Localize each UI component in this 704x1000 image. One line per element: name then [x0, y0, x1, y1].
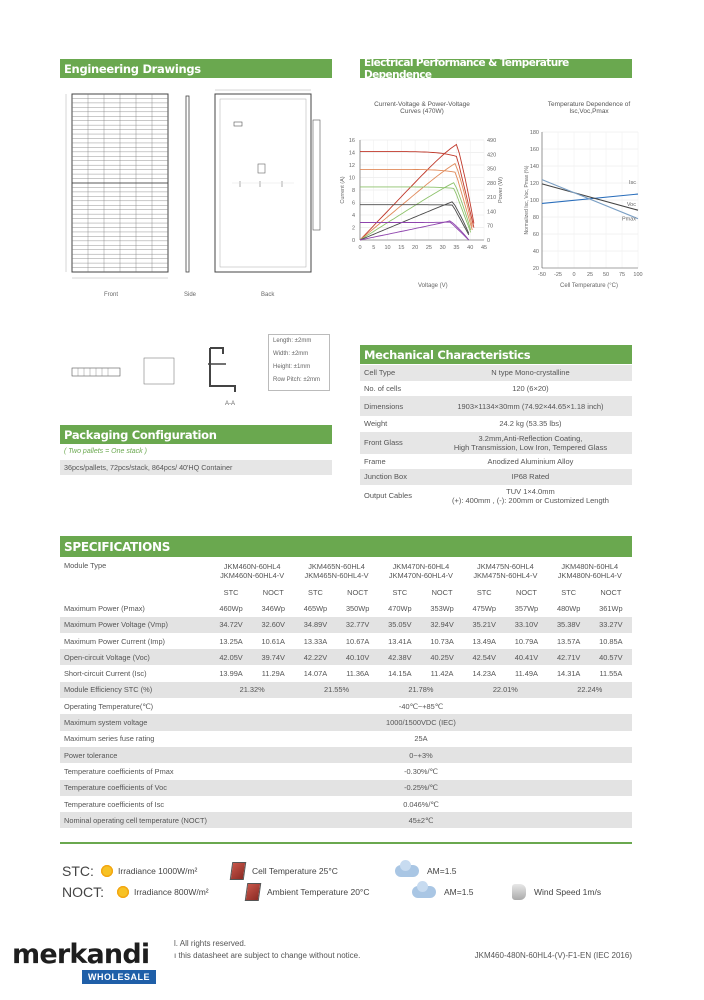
side-view-drawing: [186, 96, 189, 272]
spec-label: Temperature coefficients of Isc: [64, 799, 165, 809]
iv-y-tick: 4: [351, 213, 355, 219]
spec-value: 34.89V: [294, 617, 336, 633]
mech-value-line2: High Transmission, Low Iron, Tempered Glass: [453, 442, 608, 452]
mechanical-title: Mechanical Characteristics: [364, 347, 531, 362]
iv-y2-tick: 420: [487, 152, 497, 159]
temp-chart-title: Temperature Dependence of Isc,Voc,Pmax: [547, 101, 631, 115]
spec-bottom-rule: [60, 842, 632, 844]
model-name-v: JKM470N-60HL4-V: [388, 571, 453, 580]
temp-y-tick: 40: [532, 249, 539, 255]
temp-x-tick: 25: [586, 272, 594, 278]
spec-value: 346Wp: [261, 603, 285, 613]
iv-y-tick: 6: [351, 200, 355, 207]
spec-row-common: [60, 714, 632, 730]
wind-icon: [512, 884, 526, 900]
iv-x-tick: 20: [412, 245, 419, 251]
tolerance-item: Width: ±2mm: [273, 351, 309, 357]
tolerance-box: [268, 334, 330, 391]
noct-header: NOCT: [347, 587, 369, 597]
temp-series-label: Pmax: [621, 216, 636, 223]
mech-row: [360, 381, 632, 397]
iv-y-tick: 14: [348, 150, 355, 157]
spec-row-common: [60, 731, 632, 747]
spec-value: 361Wp: [599, 603, 623, 613]
spec-row-common: [60, 780, 632, 796]
spec-value: 45±2℃: [210, 812, 632, 828]
spec-value: 32.94V: [421, 617, 463, 633]
spec-row-common: [60, 796, 632, 812]
spec-value: 460Wp: [219, 603, 243, 613]
footer-doc-id: JKM460-480N-60HL4-(V)-F1-EN (IEC 2016): [474, 951, 632, 960]
stc-header: STC: [392, 587, 408, 597]
spec-model-row: [60, 558, 632, 584]
iv-x-tick: 40: [467, 245, 474, 251]
spec-value: 42.05V: [210, 649, 252, 665]
side-view-label: Side: [184, 292, 197, 298]
cloud-icon: [412, 886, 436, 898]
spec-condition-row: [60, 584, 632, 600]
spec-value: 33.10V: [505, 617, 547, 633]
merkandi-sub: WHOLESALE: [82, 970, 156, 984]
engineering-title: Engineering Drawings: [64, 61, 201, 76]
stc-header: STC: [223, 587, 239, 597]
mech-value: 3.2mm,Anti-Reflection Coating,: [478, 433, 583, 443]
spec-value: 465Wp: [303, 603, 328, 613]
tolerance-item: Row Pitch: ±2mm: [273, 377, 320, 383]
spec-value: 13.33A: [303, 636, 328, 646]
spec-value: 475Wp: [472, 603, 496, 613]
mech-label: Junction Box: [360, 469, 429, 485]
spec-value: 13.57A: [556, 636, 581, 646]
spec-value: 11.29A: [261, 669, 285, 679]
spec-value: 40.41V: [505, 649, 547, 665]
temp-x-tick: -25: [554, 272, 562, 278]
spec-label: Operating Temperature(℃): [64, 701, 154, 711]
mech-value: IP68 Rated: [429, 469, 632, 485]
mech-label: Dimensions: [360, 396, 429, 416]
noct-conditions: [62, 881, 601, 903]
iv-y2-tick: 0: [487, 238, 491, 244]
temp-y-tick: 140: [529, 164, 539, 170]
stc-header: STC: [308, 587, 323, 597]
spec-value: 33.27V: [590, 617, 632, 633]
mech-label: Front Glass: [360, 432, 429, 454]
temp-y-tick: 60: [532, 232, 539, 238]
spec-value: 11.36A: [346, 669, 370, 679]
spec-label: Temperature coefficients of Pmax: [64, 766, 174, 776]
spec-value: 11.55A: [599, 669, 623, 679]
stc-label: STC:: [62, 863, 94, 879]
specifications-header: [60, 536, 632, 557]
spec-value: -0.30%/℃: [404, 766, 438, 776]
spec-value: 32.60V: [252, 617, 294, 633]
spec-value: 10.61A: [261, 636, 285, 646]
iv-xlabel: Voltage (V): [418, 283, 448, 289]
footer-rights: l. All rights reserved.: [174, 939, 247, 948]
spec-value: 353Wp: [430, 603, 454, 613]
spec-value: 21.78%: [379, 682, 463, 698]
spec-value: 40.25V: [421, 649, 463, 665]
mech-value: TUV 1×4.0mm: [506, 486, 555, 496]
spec-value: 11.42A: [430, 669, 454, 679]
iv-y-tick: 0: [351, 238, 355, 244]
model-name: JKM470N-60HL4: [392, 562, 450, 571]
spec-value: 13.99A: [219, 669, 243, 679]
spec-label: Power tolerance: [60, 747, 210, 763]
spec-label: Maximum system voltage: [60, 714, 210, 730]
spec-label: Module Type: [64, 561, 107, 570]
noct-header: NOCT: [600, 587, 622, 597]
mechanical-table: [360, 365, 632, 507]
mech-label: Cell Type: [360, 365, 429, 381]
noct-header: NOCT: [262, 587, 284, 597]
mech-label: Output Cables: [364, 491, 412, 500]
iv-y2-tick: 490: [487, 138, 497, 144]
merkandi-brand: merkandi: [12, 939, 150, 970]
mech-label: No. of cells: [364, 383, 402, 393]
stc-header: STC: [476, 587, 492, 597]
mech-row: [360, 396, 632, 416]
iv-y2-tick: 140: [487, 209, 497, 216]
pv-curve: [360, 202, 469, 240]
electrical-title: Electrical Performance & Temperature Dependence: [364, 56, 569, 81]
mech-value: 24.2 kg (53.35 lbs): [499, 419, 562, 429]
spec-value: 40.10V: [337, 649, 379, 665]
spec-label: Short-circuit Current (Isc): [64, 669, 147, 679]
iv-y2-tick: 280: [487, 180, 497, 187]
mech-label: Weight: [364, 419, 388, 429]
spec-value: 42.38V: [379, 649, 421, 665]
iv-y-tick: 8: [351, 188, 355, 194]
cross-section-drawing: [60, 340, 266, 410]
packaging-title: Packaging Configuration: [64, 427, 217, 442]
sun-icon: [100, 864, 114, 878]
footer-notice: ı this datasheet are subject to change without notice.: [174, 951, 361, 960]
tolerance-item: Length: ±2mm: [273, 338, 312, 344]
spec-label: Open-circuit Voltage (Voc): [60, 649, 210, 665]
spec-value: 0~+3%: [210, 747, 632, 763]
model-name: JKM465N-60HL4: [308, 562, 365, 571]
spec-value: 35.05V: [379, 617, 421, 633]
sun-icon: [116, 885, 130, 899]
stc-conditions: [62, 860, 457, 882]
mech-row: [360, 416, 632, 432]
iv-x-tick: 15: [398, 245, 405, 251]
spec-value: 10.67A: [345, 636, 370, 646]
back-view-drawing: [215, 90, 320, 272]
spec-row: [60, 649, 632, 665]
temp-ylabel: Normalized Isc, Voc, Pmax (%): [524, 165, 530, 235]
iv-y2-tick: 350: [487, 166, 497, 173]
iv-chart: [336, 130, 506, 330]
iv-y-tick: 12: [348, 163, 355, 169]
iv-curve: [360, 222, 469, 240]
solar-cell-icon: [230, 862, 247, 880]
spec-value: 35.21V: [463, 617, 505, 633]
spec-row-common: [60, 812, 632, 828]
merkandi-logo: [12, 940, 172, 990]
section-label: A-A: [225, 401, 236, 407]
spec-value: 0.046%/℃: [403, 799, 439, 809]
spec-value: 13.49A: [472, 636, 496, 646]
stc-am: AM=1.5: [427, 866, 457, 876]
iv-y-tick: 10: [348, 175, 355, 182]
temp-x-tick: 0: [572, 272, 576, 278]
temp-chart: [520, 128, 650, 293]
noct-irradiance: Irradiance 800W/m²: [134, 887, 209, 897]
stc-irradiance: Irradiance 1000W/m²: [118, 866, 198, 876]
spec-value: 42.54V: [463, 649, 505, 665]
temp-y-tick: 120: [529, 181, 539, 187]
spec-value: -40℃~+85℃: [398, 701, 444, 711]
stc-header: STC: [561, 587, 577, 597]
spec-value: 40.57V: [590, 649, 632, 665]
noct-wind: Wind Speed 1m/s: [534, 887, 602, 897]
engineering-header: [60, 59, 332, 78]
spec-row: [60, 600, 632, 616]
spec-row: [60, 617, 632, 633]
temp-series-label: Voc: [626, 202, 636, 209]
mech-value: 120 (6×20): [512, 383, 549, 393]
spec-row: [60, 665, 632, 681]
spec-value: 14.23A: [472, 669, 496, 679]
mech-label: Frame: [364, 456, 386, 466]
spec-value: 22.01%: [463, 682, 547, 698]
electrical-header: [360, 56, 632, 81]
spec-value: 470Wp: [388, 603, 412, 613]
model-name: JKM480N-60HL4: [561, 562, 619, 571]
spec-row-efficiency: [60, 682, 632, 698]
iv-y-tick: 16: [348, 138, 355, 144]
spec-value: 34.72V: [210, 617, 252, 633]
spec-value: 35.38V: [548, 617, 590, 633]
solar-cell-icon: [245, 883, 262, 901]
back-view-label: Back: [261, 292, 275, 298]
spec-value: 21.32%: [210, 682, 294, 698]
mech-value: Anodized Aluminium Alloy: [487, 456, 574, 466]
mech-value: 1903×1134×30mm (74.92×44.65×1.18 inch): [429, 396, 632, 416]
packaging-header: [60, 425, 332, 444]
spec-value: 10.79A: [514, 636, 539, 646]
spec-value: 13.41A: [388, 636, 412, 646]
mech-row: [360, 485, 632, 507]
iv-x-tick: 5: [372, 245, 376, 251]
spec-value: 42.22V: [294, 649, 336, 665]
specifications-title: SPECIFICATIONS: [64, 539, 171, 554]
spec-value: 14.15A: [388, 669, 412, 679]
spec-value: 350Wp: [345, 603, 370, 613]
spec-value: 14.31A: [556, 669, 581, 679]
spec-value: 480Wp: [556, 603, 581, 613]
spec-value: 42.71V: [548, 649, 590, 665]
iv-chart-title: Current-Voltage & Power-Voltage Curves (470W): [374, 101, 470, 115]
model-name-v: JKM460N-60HL4-V: [220, 571, 285, 580]
spec-value: 10.85A: [599, 636, 623, 646]
mech-value-line2: (+): 400mm , (-): 200mm or Customized Length: [451, 495, 609, 505]
spec-row-common: [60, 698, 632, 714]
iv-y2-tick: 210: [487, 195, 497, 202]
front-view-drawing: [66, 94, 168, 278]
tolerance-item: Height: ±1mm: [273, 364, 311, 370]
stc-cell-temp: Cell Temperature 25°C: [252, 866, 338, 876]
temp-y-tick: 80: [532, 215, 539, 221]
iv-y2label: Power (W): [498, 177, 504, 203]
cloud-icon: [395, 865, 419, 877]
mech-row: [360, 432, 632, 454]
front-view-label: Front: [104, 292, 119, 298]
temp-series-label: Isc: [628, 180, 636, 187]
model-name-v: JKM475N-60HL4-V: [473, 571, 538, 580]
spec-value: -0.25%/℃: [210, 780, 632, 796]
spec-value: 22.24%: [548, 682, 632, 698]
iv-y-tick: 2: [351, 225, 355, 232]
noct-header: NOCT: [431, 587, 453, 597]
spec-value: 10.73A: [430, 636, 454, 646]
iv-x-tick: 35: [453, 245, 460, 251]
iv-ylabel: Current (A): [340, 176, 346, 204]
spec-row: [60, 633, 632, 649]
iv-x-tick: 10: [384, 245, 391, 251]
temp-y-tick: 100: [529, 198, 539, 204]
spec-value: 25A: [414, 734, 428, 744]
spec-value: 11.49A: [515, 669, 538, 679]
temp-x-tick: 50: [602, 272, 610, 278]
spec-label: Maximum Power Voltage (Vmp): [60, 617, 210, 633]
spec-label: Temperature coefficients of Voc: [60, 780, 210, 796]
iv-curve: [360, 205, 469, 235]
spec-label: Nominal operating cell temperature (NOCT): [60, 812, 210, 828]
mech-row: [360, 469, 632, 485]
iv-x-tick: 45: [480, 245, 488, 251]
model-name-v: JKM480N-60HL4-V: [557, 571, 622, 580]
packaging-note: ( Two pallets = One stack ): [64, 448, 147, 455]
spec-row-common: [60, 747, 632, 763]
mechanical-header: [360, 345, 632, 364]
spec-row-common: [60, 763, 632, 779]
model-name-v: JKM465N-60HL4-V: [304, 571, 369, 580]
temp-y-tick: 180: [529, 130, 539, 136]
iv-x-tick: 25: [425, 245, 432, 251]
spec-label: Maximum series fuse rating: [64, 734, 155, 744]
temp-x-tick: -50: [538, 272, 546, 278]
packaging-detail: 36pcs/pallets, 72pcs/stack, 864pcs/ 40'HQ Container: [60, 460, 332, 475]
spec-value: 21.55%: [294, 682, 378, 698]
noct-ambient: Ambient Temperature 20°C: [267, 887, 370, 897]
engineering-drawing: [60, 84, 334, 304]
temp-xlabel: Cell Temperature (°C): [560, 283, 618, 289]
spec-label: Maximum Power Current (Imp): [64, 636, 166, 646]
spec-value: 13.25A: [219, 636, 243, 646]
mech-row: [360, 365, 632, 381]
temp-x-tick: 100: [633, 272, 643, 278]
iv-x-tick: 0: [358, 245, 362, 251]
spec-value: 14.07A: [303, 669, 328, 679]
mech-value: N type Mono-crystalline: [429, 365, 632, 381]
iv-curve: [360, 169, 472, 230]
temp-y-tick: 160: [529, 147, 539, 153]
iv-y2-tick: 70: [487, 223, 494, 230]
spec-value: 32.77V: [337, 617, 379, 633]
spec-value: 357Wp: [514, 603, 539, 613]
spec-label: Module Efficiency STC (%): [60, 682, 210, 698]
module-drawings-svg: [60, 84, 334, 304]
model-name: JKM475N-60HL4: [477, 562, 534, 571]
spec-label: Maximum Power (Pmax): [64, 603, 145, 613]
iv-x-tick: 30: [439, 245, 446, 251]
specifications-table: [60, 558, 632, 828]
noct-header: NOCT: [515, 587, 537, 597]
mech-row: [360, 454, 632, 470]
spec-value: 1000/1500VDC (IEC): [210, 714, 632, 730]
noct-label: NOCT:: [62, 884, 104, 900]
temp-y-tick: 20: [532, 266, 539, 272]
temp-x-tick: 75: [618, 272, 626, 278]
noct-am: AM=1.5: [444, 887, 474, 897]
model-name: JKM460N-60HL4: [223, 562, 281, 571]
spec-value: 39.74V: [252, 649, 294, 665]
